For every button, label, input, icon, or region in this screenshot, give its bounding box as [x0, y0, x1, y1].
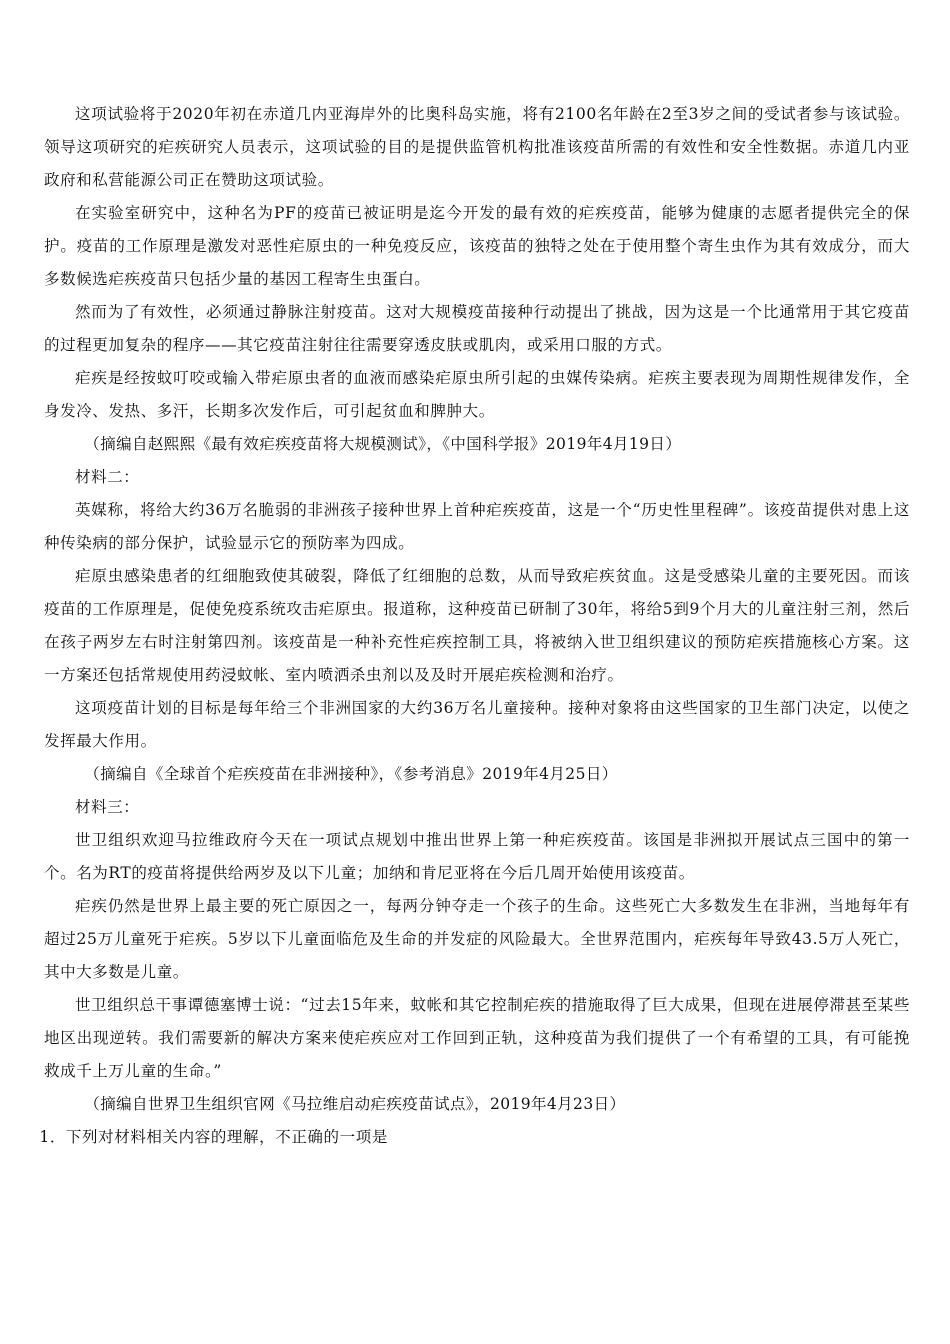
material1-paragraph-1: 这项试验将于2020年初在赤道几内亚海岸外的比奥科岛实施，将有2100名年龄在2至3岁之间的受试者参与该试验。领导这项研究的疟疾研究人员表示，这项试验的目的是提供监管机构批准该疫苗所需的有效性和安全性数据。赤道几内亚政府和私营能源公司正在赞助这项试验。 — [44, 105, 910, 189]
document-page — [39, 98, 910, 1154]
material1-source: （摘编自赵熙熙《最有效疟疾疫苗将大规模测试》，《中国科学报》2019年4月19日） — [84, 435, 682, 453]
material2-paragraph-2: 疟原虫感染患者的红细胞致使其破裂，降低了红细胞的总数，从而导致疟疾贫血。这是受感染儿童的主要死因。而该疫苗的工作原理是，促使免疫系统攻击疟原虫。报道称，这种疫苗已研制了30年，将给5到9个月大的儿童注射三剂，然后在孩子两岁左右时注射第四剂。该疫苗是一种补充性疟疾控制工具，将被纳入世卫组织建议的预防疟疾措施核心方案。这一方案还包括常规使用药浸蚊帐、室内喷洒杀虫剂以及及时开展疟疾检测和治疗。 — [44, 567, 910, 684]
material2-heading: 材料二： — [75, 468, 140, 486]
material2-paragraph-3: 这项疫苗计划的目标是每年给三个非洲国家的大约36万名儿童接种。接种对象将由这些国家的卫生部门决定，以使之发挥最大作用。 — [44, 699, 910, 750]
material2-paragraph-1: 英媒称，将给大约36万名脆弱的非洲孩子接种世界上首种疟疾疫苗，这是一个“历史性里程碑”。该疫苗提供对患上这种传染病的部分保护，试验显示它的预防率为四成。 — [44, 501, 910, 552]
material3-source: （摘编自世界卫生组织官网《马拉维启动疟疾疫苗试点》，2019年4月23日） — [84, 1095, 626, 1113]
material3-paragraph-1: 世卫组织欢迎马拉维政府今天在一项试点规划中推出世界上第一种疟疾疫苗。该国是非洲拟开展试点三国中的第一个。名为RT的疫苗将提供给两岁及以下儿童；加纳和肯尼亚将在今后几周开始使用该疫苗。 — [44, 831, 910, 882]
material3-heading: 材料三： — [75, 798, 140, 816]
material2-source: （摘编自《全球首个疟疾疫苗在非洲接种》，《参考消息》2019年4月25日） — [84, 765, 618, 783]
material1-paragraph-3: 然而为了有效性，必须通过静脉注射疫苗。这对大规模疫苗接种行动提出了挑战，因为这是一个比通常用于其它疫苗的过程更加复杂的程序——其它疫苗注射往往需要穿透皮肤或肌肉，或采用口服的方式。 — [44, 303, 910, 354]
material3-paragraph-3: 世卫组织总干事谭德塞博士说：“过去15年来，蚊帐和其它控制疟疾的措施取得了巨大成果，但现在进展停滞甚至某些地区出现逆转。我们需要新的解决方案来使疟疾应对工作回到正轨，这种疫苗为我们提供了一个有希望的工具，有可能挽救成千上万儿童的生命。” — [44, 996, 910, 1080]
material1-paragraph-2: 在实验室研究中，这种名为PF的疫苗已被证明是迄今开发的最有效的疟疾疫苗，能够为健康的志愿者提供完全的保护。疫苗的工作原理是激发对恶性疟原虫的一种免疫反应，该疫苗的独特之处在于使用整个寄生虫作为其有效成分，而大多数候选疟疾疫苗只包括少量的基因工程寄生虫蛋白。 — [44, 204, 910, 288]
material1-paragraph-4: 疟疾是经按蚊叮咬或输入带疟原虫者的血液而感染疟原虫所引起的虫媒传染病。疟疾主要表现为周期性规律发作，全身发冷、发热、多汗，长期多次发作后，可引起贫血和脾肿大。 — [44, 369, 910, 420]
question-1: 1．下列对材料相关内容的理解，不正确的一项是 — [39, 1128, 388, 1146]
material3-paragraph-2: 疟疾仍然是世界上最主要的死亡原因之一，每两分钟夺走一个孩子的生命。这些死亡大多数发生在非洲，当地每年有超过25万儿童死于疟疾。5岁以下儿童面临危及生命的并发症的风险最大。全世界范围内，疟疾每年导致43.5万人死亡，其中大多数是儿童。 — [44, 897, 910, 981]
